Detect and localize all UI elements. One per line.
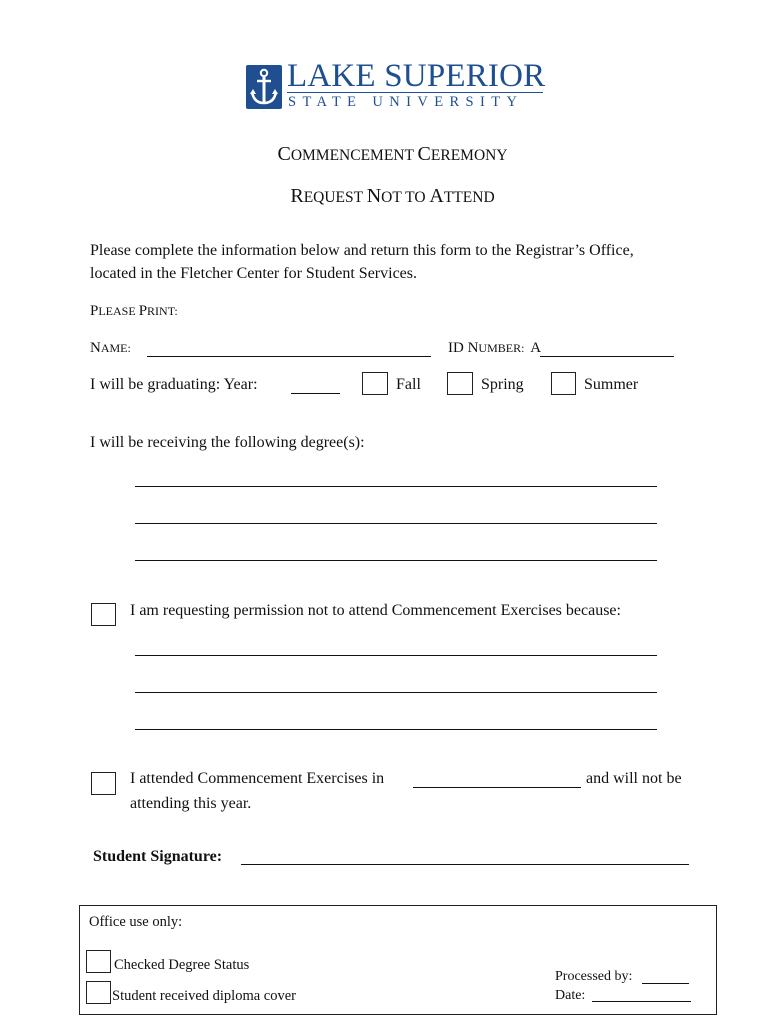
reason-line-2[interactable] [135, 692, 657, 693]
diploma-cover-label: Student received diploma cover [112, 988, 297, 1004]
logo-wordmark: LAKE SUPERIOR [287, 58, 546, 94]
summer-checkbox[interactable] [551, 372, 576, 395]
please-print-label: PLEASE PRINT: [90, 303, 178, 319]
request-not-attend-checkbox[interactable] [91, 603, 116, 626]
checked-degree-checkbox[interactable] [86, 950, 111, 973]
id-number-label: ID NUMBER: A [448, 340, 542, 356]
reason-line-1[interactable] [135, 655, 657, 656]
attended-label-line-2: attending this year. [130, 795, 252, 812]
diploma-cover-checkbox[interactable] [86, 981, 111, 1004]
form-subtitle: REQUEST NOT TO ATTEND [290, 185, 495, 207]
graduating-year-label: I will be graduating: Year: [90, 376, 258, 393]
intro-line-2: located in the Fletcher Center for Student Services. [90, 265, 418, 282]
spring-checkbox[interactable] [447, 372, 473, 395]
processed-by-label: Processed by: [555, 969, 633, 984]
signature-label: Student Signature: [93, 848, 223, 865]
office-use-title: Office use only: [89, 914, 183, 930]
degree-line-1[interactable] [135, 486, 657, 487]
reason-line-3[interactable] [135, 729, 657, 730]
degree-line-3[interactable] [135, 560, 657, 561]
spring-label: Spring [481, 376, 524, 393]
name-field[interactable] [147, 356, 431, 357]
degrees-label: I will be receiving the following degree(s): [90, 434, 365, 451]
request-label: I am requesting permission not to attend Commencement Exercises because: [130, 602, 621, 619]
checked-degree-label: Checked Degree Status [114, 957, 250, 973]
degree-line-2[interactable] [135, 523, 657, 524]
signature-field[interactable] [241, 864, 689, 865]
attended-previously-checkbox[interactable] [91, 772, 116, 795]
form-title: COMMENCEMENT CEREMONY [277, 143, 508, 165]
name-label: NAME: [90, 340, 131, 356]
id-number-field[interactable] [540, 356, 674, 357]
attended-year-field[interactable] [413, 787, 581, 788]
intro-line-1: Please complete the information below and return this form to the Registrar’s Office, [90, 242, 634, 259]
fall-label: Fall [396, 376, 421, 393]
processed-by-field[interactable] [642, 983, 689, 984]
fall-checkbox[interactable] [362, 372, 388, 395]
summer-label: Summer [584, 376, 639, 393]
anchor-icon [246, 65, 282, 109]
graduating-year-field[interactable] [291, 393, 340, 394]
attended-label-cont: and will not be [586, 770, 682, 787]
attended-label: I attended Commencement Exercises in [130, 770, 385, 787]
logo-divider [287, 92, 543, 93]
logo-subtitle: STATE UNIVERSITY [288, 94, 524, 110]
date-label: Date: [555, 988, 586, 1003]
date-field[interactable] [592, 1001, 691, 1002]
